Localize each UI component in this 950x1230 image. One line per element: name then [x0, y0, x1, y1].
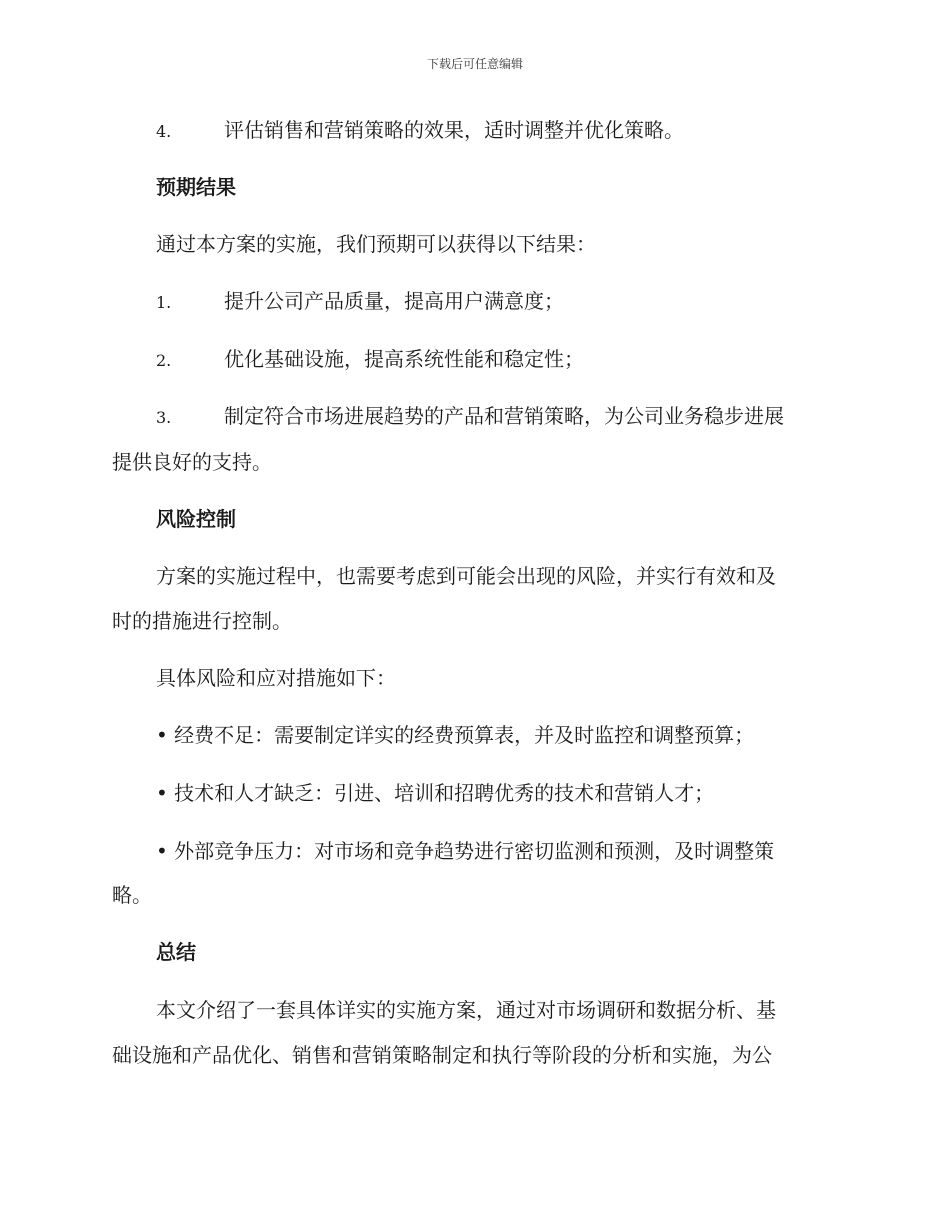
section-heading: 预期结果 [156, 175, 236, 199]
paragraph-continuation: 础设施和产品优化、销售和营销策略制定和执行等阶段的分析和实施，为公 [112, 1043, 772, 1067]
list-item [156, 116, 838, 146]
paragraph: 具体风险和应对措施如下： [156, 666, 396, 690]
list-text: 提升公司产品质量，提高用户满意度； [224, 289, 564, 313]
page-header: 下载后可任意编辑 [426, 57, 523, 71]
list-number: 3. [156, 408, 172, 427]
paragraph: 方案的实施过程中，也需要考虑到可能会出现的风险，并实行有效和及 [156, 564, 776, 588]
bullet-continuation: 略。 [112, 883, 152, 907]
paragraph: 本文介绍了一套具体详实的实施方案，通过对市场调研和数据分析、基 [156, 998, 776, 1022]
bullet-item: • 外部竞争压力：对市场和竞争趋势进行密切监测和预测，及时调整策 [156, 839, 775, 863]
bullet-item: • 经费不足：需要制定详实的经费预算表，并及时监控和调整预算； [156, 723, 755, 747]
list-text: 优化基础设施，提高系统性能和稳定性； [224, 347, 584, 371]
list-item [156, 402, 838, 432]
list-text-continuation: 提供良好的支持。 [112, 450, 272, 474]
paragraph-continuation: 时的措施进行控制。 [112, 609, 292, 633]
list-text: 制定符合市场进展趋势的产品和营销策略，为公司业务稳步进展 [224, 404, 784, 428]
list-item [156, 287, 838, 317]
paragraph: 通过本方案的实施，我们预期可以获得以下结果： [156, 232, 596, 256]
list-number: 4. [156, 122, 172, 141]
list-text: 评估销售和营销策略的效果，适时调整并优化策略。 [224, 118, 684, 142]
section-heading: 总结 [156, 940, 196, 964]
section-heading: 风险控制 [156, 507, 236, 531]
list-number: 1. [156, 293, 172, 312]
list-item [156, 345, 838, 375]
list-number: 2. [156, 351, 172, 370]
bullet-item: • 技术和人才缺乏：引进、培训和招聘优秀的技术和营销人才； [156, 781, 715, 805]
